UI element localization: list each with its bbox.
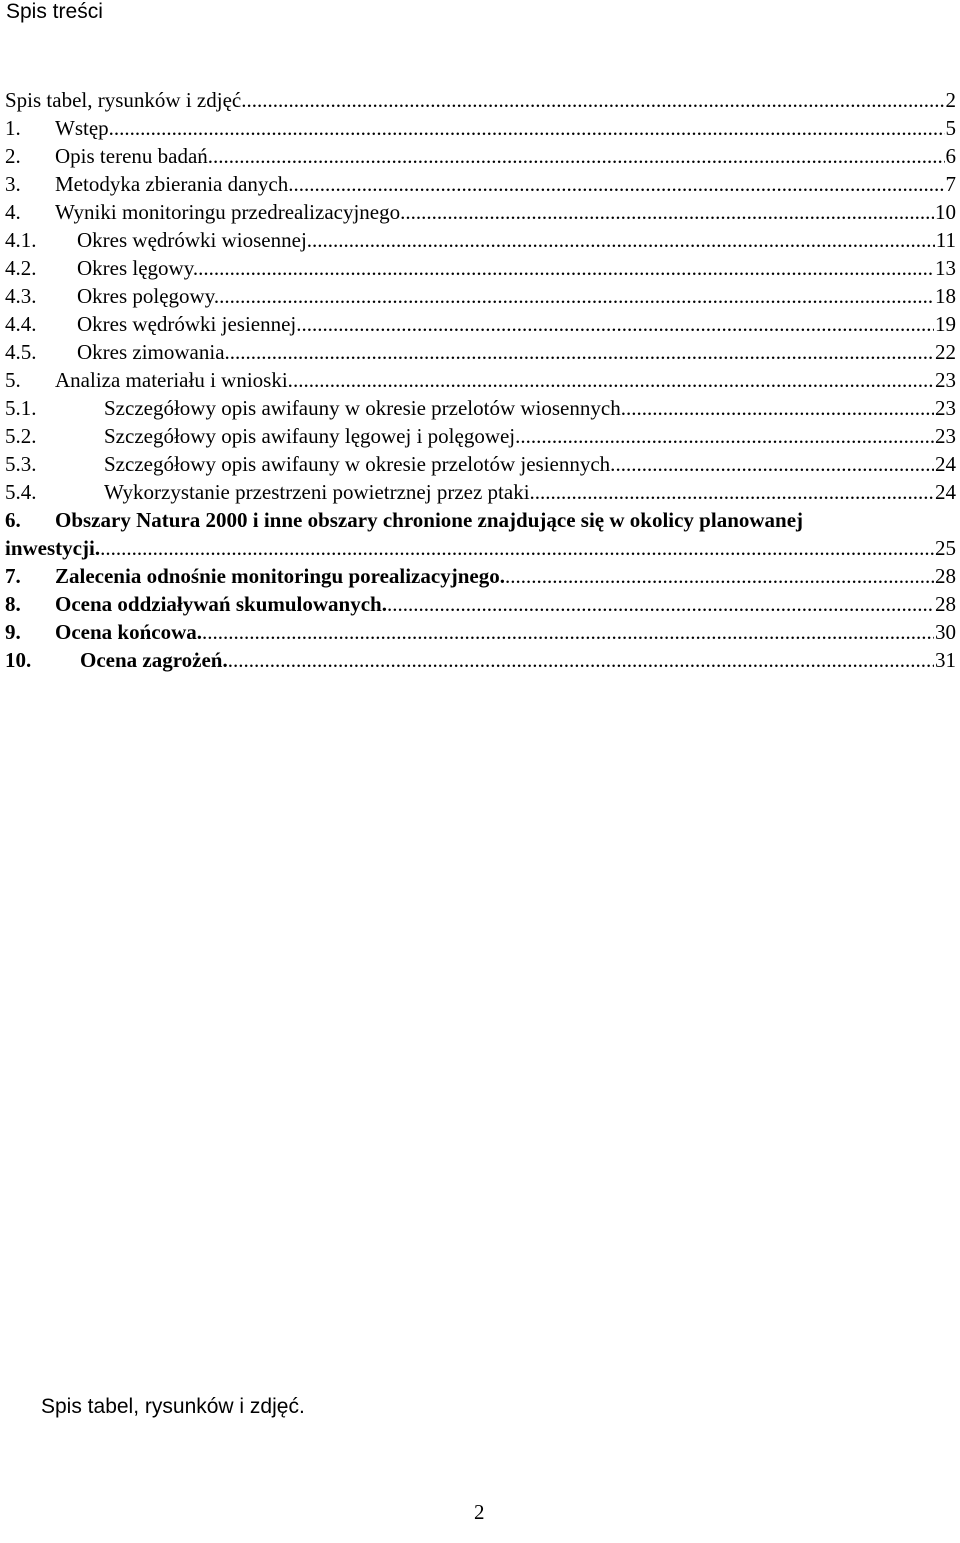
toc-entry-line[interactable] — [55, 618, 956, 646]
toc-entry-page: 10 — [935, 200, 956, 224]
toc-entry-number: 4.2. — [5, 256, 37, 280]
toc-entry-label: Okres polęgowy. — [77, 284, 220, 308]
page-title: Spis treści — [6, 0, 103, 23]
toc-leader-dots — [114, 114, 945, 142]
toc-entry-number: 4. — [5, 200, 21, 224]
toc-entry[interactable] — [0, 310, 960, 338]
toc-leader-dots — [293, 366, 934, 394]
toc-leader-dots — [219, 282, 934, 310]
toc-leader-dots — [213, 142, 944, 170]
toc-leader-dots — [302, 310, 934, 338]
toc-entry-page: 22 — [935, 340, 956, 364]
toc-entry-number: 4.5. — [5, 340, 37, 364]
toc-entry-number: 4.4. — [5, 312, 37, 336]
toc-entry[interactable] — [0, 478, 960, 506]
toc-leader-dots — [294, 170, 945, 198]
toc-leader-dots — [228, 646, 934, 674]
toc-entry-label: Zalecenia odnośnie monitoringu porealizacyjnego. — [55, 564, 505, 588]
toc-entry[interactable] — [0, 86, 960, 114]
toc-entry[interactable] — [0, 506, 960, 534]
toc-entry-number: 3. — [5, 172, 21, 196]
toc-entry-page: 5 — [945, 116, 956, 140]
toc-entry-page: 11 — [935, 228, 956, 252]
toc-leader-dots — [202, 618, 934, 646]
page-number: 2 — [474, 1500, 485, 1524]
toc-entry-label: Wykorzystanie przestrzeni powietrznej przez ptaki. — [104, 480, 535, 504]
toc-entry-number: 8. — [5, 592, 21, 616]
toc-entry-page: 19 — [935, 312, 956, 336]
toc-entry-number: 5. — [5, 368, 21, 392]
table-of-contents — [0, 86, 960, 674]
toc-entry[interactable] — [0, 422, 960, 450]
toc-entry[interactable] — [0, 366, 960, 394]
toc-entry-label: Okres wędrówki wiosennej. — [77, 228, 313, 252]
toc-leader-dots — [535, 478, 934, 506]
toc-entry-page: 7 — [945, 172, 956, 196]
toc-entry-page: 30 — [935, 620, 956, 644]
toc-leader-dots — [505, 562, 934, 590]
toc-entry-line[interactable] — [77, 254, 956, 282]
toc-entry-page: 6 — [945, 144, 956, 168]
toc-entry-label-line1: Obszary Natura 2000 i inne obszary chronione znajdujące się w okolicy planowanej — [55, 508, 804, 532]
toc-entry-page: 28 — [935, 564, 956, 588]
toc-leader-dots — [246, 86, 944, 114]
toc-entry-line[interactable] — [104, 394, 956, 422]
toc-entry-number: 1. — [5, 116, 21, 140]
toc-entry[interactable] — [0, 646, 960, 674]
toc-entry[interactable] — [0, 394, 960, 422]
toc-entry-line[interactable] — [80, 646, 956, 674]
toc-leader-dots — [230, 338, 934, 366]
toc-entry-line[interactable] — [5, 86, 956, 114]
toc-entry-label: Szczegółowy opis awifauny lęgowej i polęgowej. — [104, 424, 521, 448]
toc-entry-line[interactable] — [55, 562, 956, 590]
toc-entry-label: Metodyka zbierania danych. — [55, 172, 294, 196]
toc-entry-label: Szczegółowy opis awifauny w okresie przelotów jesiennych. — [104, 452, 616, 476]
toc-entry-page: 23 — [935, 396, 956, 420]
toc-leader-dots — [520, 422, 934, 450]
toc-entry[interactable] — [0, 114, 960, 142]
toc-entry-number: 9. — [5, 620, 21, 644]
toc-entry-label: Ocena zagrożeń. — [80, 648, 228, 672]
toc-entry-line[interactable] — [104, 450, 956, 478]
toc-entry-number: 6. — [5, 508, 21, 532]
toc-entry-line[interactable] — [55, 142, 956, 170]
toc-entry[interactable] — [0, 142, 960, 170]
toc-entry[interactable] — [0, 618, 960, 646]
toc-entry-page: 31 — [935, 648, 956, 672]
toc-entry-label: Okres wędrówki jesiennej. — [77, 312, 302, 336]
toc-entry-page: 23 — [935, 424, 956, 448]
toc-entry-number: 4.3. — [5, 284, 37, 308]
toc-entry-continuation[interactable] — [0, 534, 960, 562]
toc-entry-page: 2 — [945, 88, 956, 112]
toc-entry[interactable] — [0, 450, 960, 478]
toc-entry-page: 23 — [935, 368, 956, 392]
toc-entry-label: Wyniki monitoringu przedrealizacyjnego. — [55, 200, 406, 224]
toc-entry-page: 24 — [935, 480, 956, 504]
toc-entry-label: Ocena oddziaływań skumulowanych. — [55, 592, 387, 616]
toc-leader-dots — [198, 254, 934, 282]
toc-entry-line[interactable] — [77, 226, 956, 254]
toc-entry-page: 28 — [935, 592, 956, 616]
toc-entry[interactable] — [0, 590, 960, 618]
toc-entry-page: 18 — [935, 284, 956, 308]
toc-entry-label: Analiza materiału i wnioski. — [55, 368, 293, 392]
toc-entry[interactable] — [0, 254, 960, 282]
toc-entry-line[interactable] — [104, 478, 956, 506]
toc-entry-label: Okres zimowania. — [77, 340, 230, 364]
toc-entry-number: 5.1. — [5, 396, 37, 420]
toc-leader-dots — [615, 450, 934, 478]
toc-leader-dots — [387, 590, 934, 618]
toc-entry[interactable] — [0, 282, 960, 310]
toc-entry-line[interactable] — [55, 366, 956, 394]
toc-entry-page: 13 — [935, 256, 956, 280]
toc-entry-number: 7. — [5, 564, 21, 588]
toc-entry-number: 5.3. — [5, 452, 37, 476]
toc-entry-label: Wstęp. — [55, 116, 114, 140]
toc-entry-page: 24 — [935, 452, 956, 476]
toc-entry-line[interactable] — [55, 590, 956, 618]
toc-entry-number: 4.1. — [5, 228, 37, 252]
toc-entry[interactable] — [0, 198, 960, 226]
toc-entry-line[interactable] — [77, 282, 956, 310]
toc-entry-line[interactable] — [55, 198, 956, 226]
toc-entry[interactable] — [0, 170, 960, 198]
toc-entry-line[interactable] — [77, 338, 956, 366]
toc-entry-line[interactable] — [55, 114, 956, 142]
toc-entry[interactable] — [0, 562, 960, 590]
toc-entry[interactable] — [0, 226, 960, 254]
toc-entry-label: inwestycji. — [5, 536, 101, 560]
toc-entry-number: 10. — [5, 648, 32, 672]
toc-leader-dots — [626, 394, 934, 422]
toc-entry-line[interactable] — [104, 422, 956, 450]
toc-entry-page: 25 — [935, 536, 956, 560]
toc-entry-label: Szczegółowy opis awifauny w okresie przelotów wiosennych. — [104, 396, 626, 420]
toc-entry-label: Opis terenu badań. — [55, 144, 214, 168]
toc-entry-label: Ocena końcowa. — [55, 620, 202, 644]
toc-entry-label: Okres lęgowy. — [77, 256, 199, 280]
section-heading: Spis tabel, rysunków i zdjęć. — [41, 1395, 305, 1418]
toc-leader-dots — [405, 198, 934, 226]
toc-entry-number: 2. — [5, 144, 21, 168]
toc-entry-line[interactable] — [55, 170, 956, 198]
toc-entry[interactable] — [0, 338, 960, 366]
toc-leader-dots — [312, 226, 935, 254]
toc-entry-line[interactable] — [77, 310, 956, 338]
toc-leader-dots — [100, 534, 934, 562]
toc-entry-label: Spis tabel, rysunków i zdjęć. — [5, 88, 247, 112]
toc-entry-number: 5.2. — [5, 424, 37, 448]
toc-entry-number: 5.4. — [5, 480, 37, 504]
toc-entry-line[interactable] — [5, 534, 956, 562]
